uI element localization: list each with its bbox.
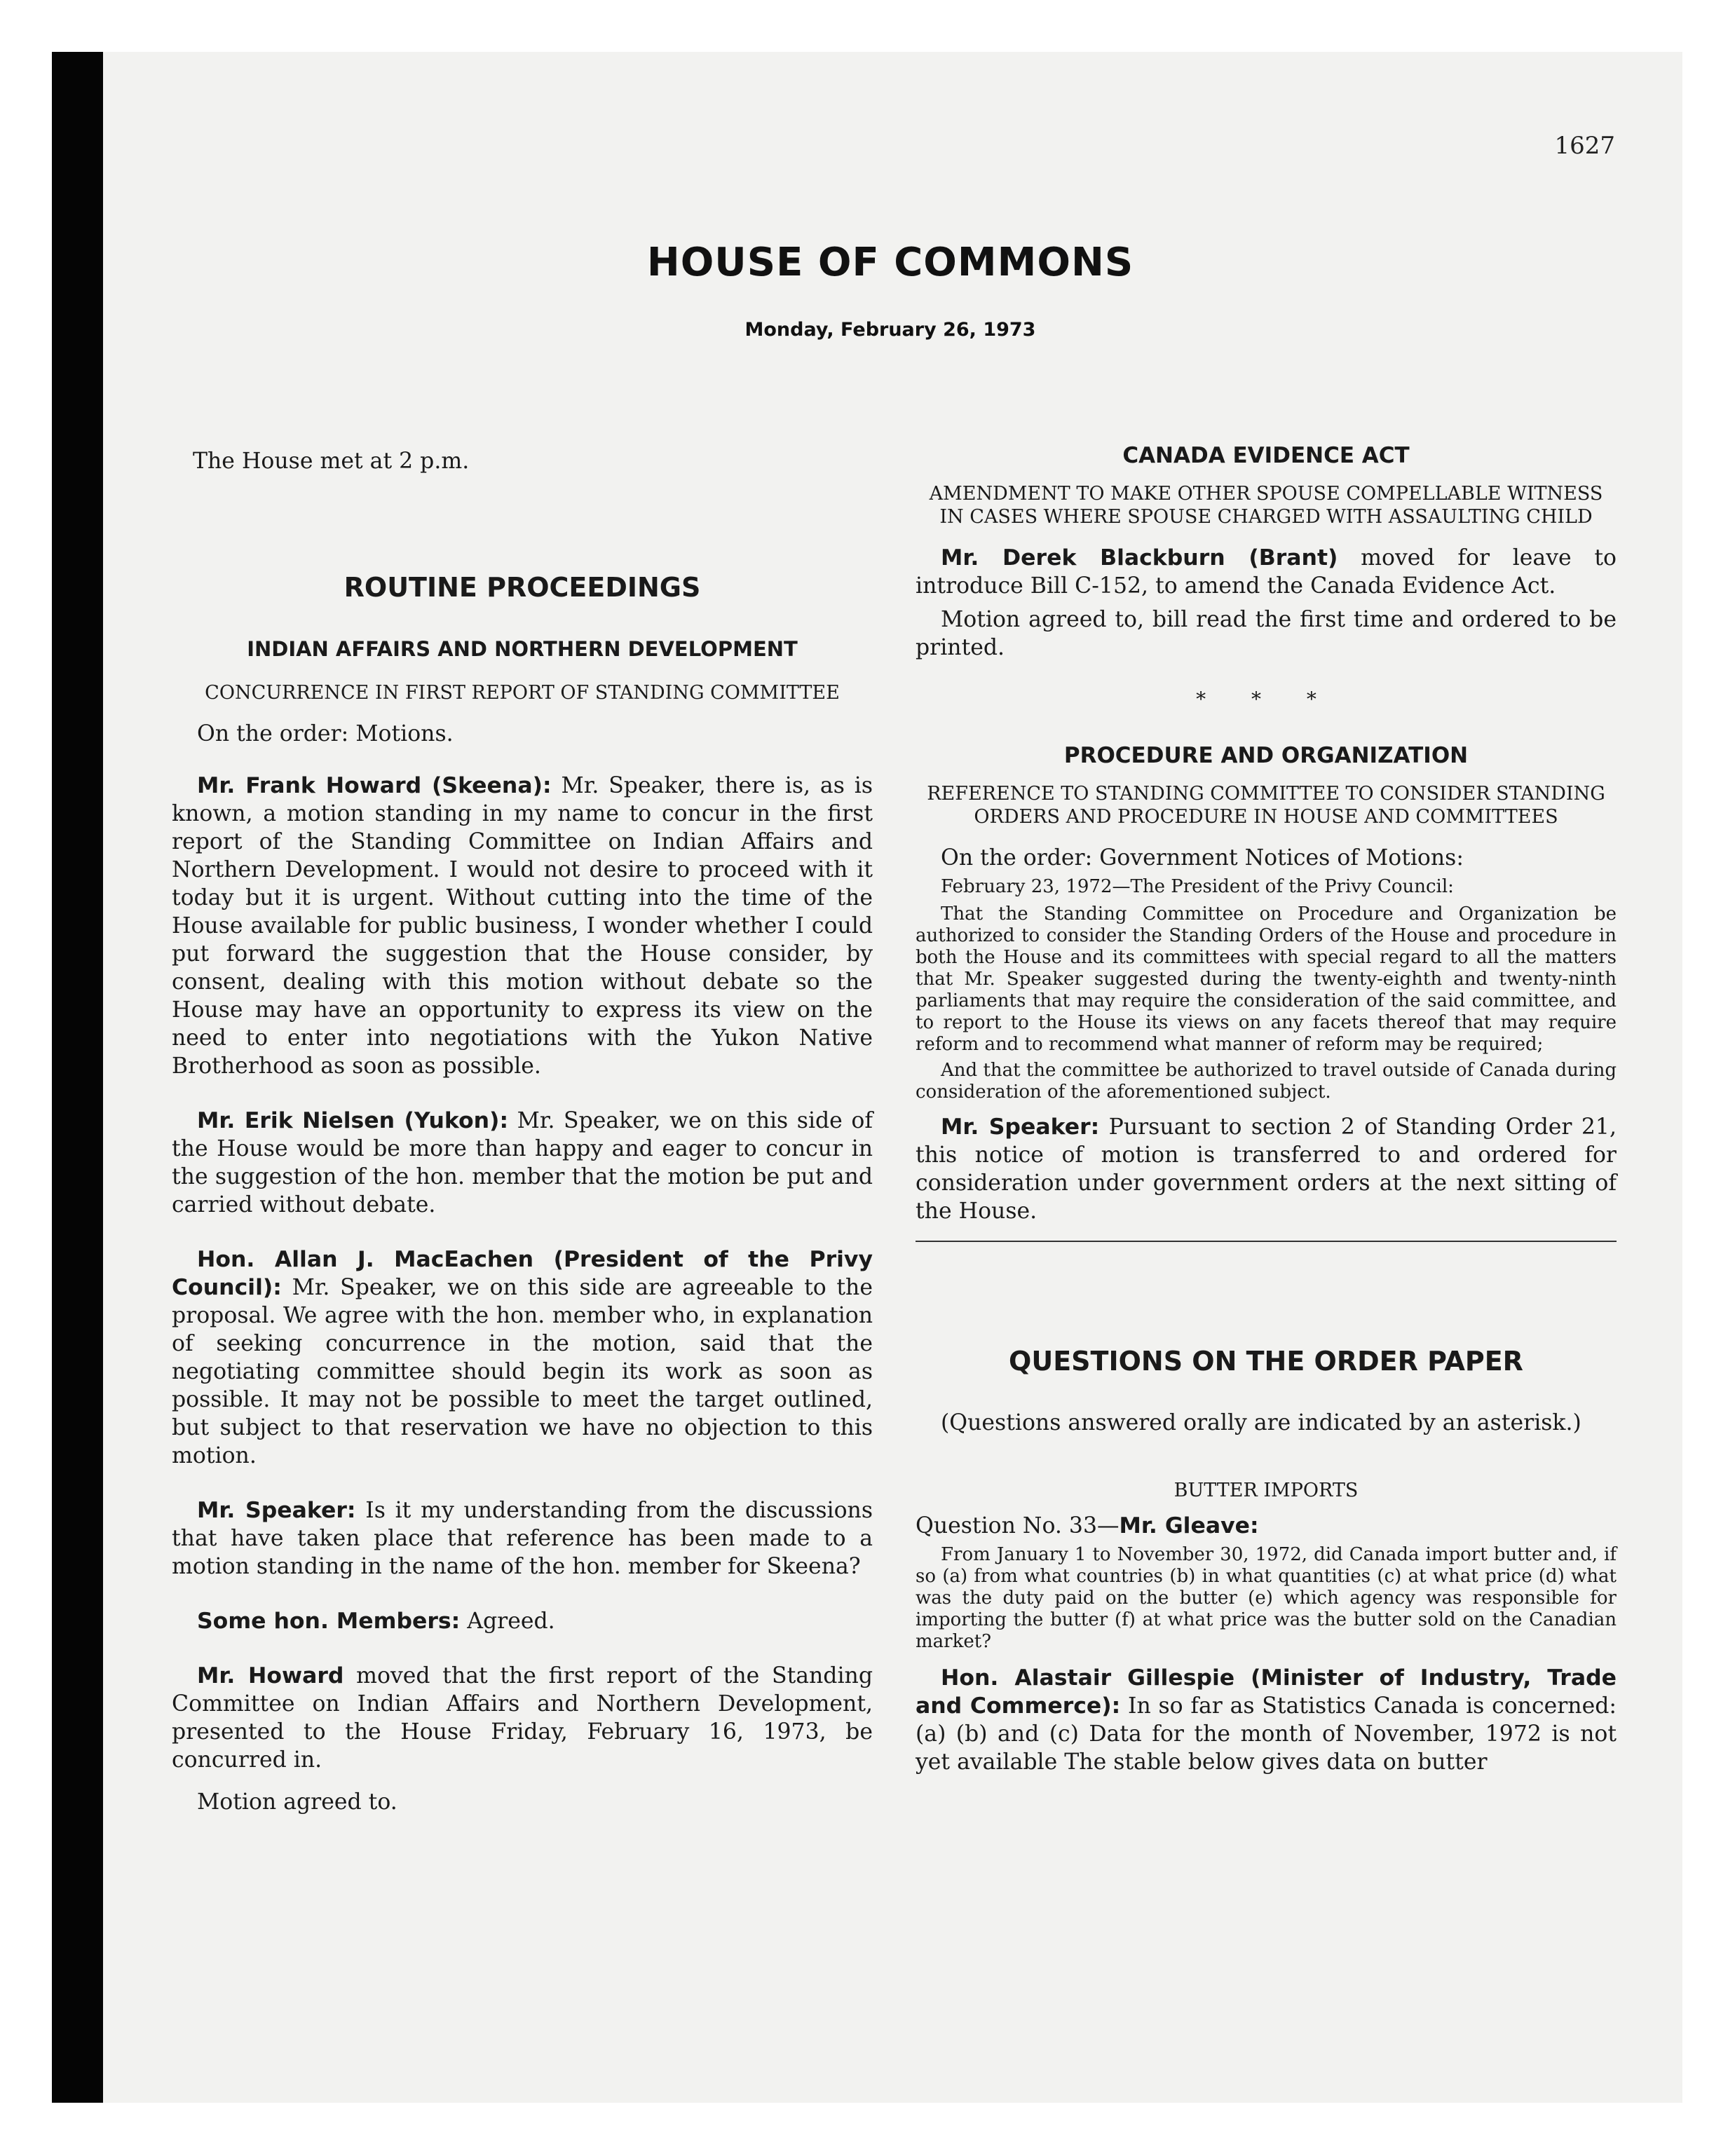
- speech-members: [172, 1607, 873, 1635]
- notice-text-2: And that the committee be authorized to travel outside of Canada during consideration of the aforementioned subject.: [916, 1060, 1617, 1103]
- speech-blackburn: [916, 544, 1617, 600]
- subheading-butter-imports: BUTTER IMPORTS: [1173, 1480, 1359, 1501]
- question-text: From January 1 to November 30, 1972, did Canada import butter and, if so (a) from what countries (b) in what quantities (c) at what price (d) what was the duty paid on the butter (e) which agency was responsible for importing the butter (f) at what price was the butter sold on the Canadian market?: [916, 1544, 1617, 1652]
- page-number: 1627: [1554, 132, 1615, 160]
- right-column: [916, 442, 1617, 1776]
- bill-motion-agreed: Motion agreed to, bill read the first time and ordered to be printed.: [916, 607, 1617, 660]
- speaker-name: Hon. Allan J. MacEachen (President of the Privy Council):: [172, 1247, 873, 1300]
- speech-text: Is it my understanding from the discussions that have taken place that reference has been made to a motion standing in the name of the hon. member for Skeena?: [172, 1498, 873, 1579]
- speech-text: moved for leave to introduce Bill C-152, to amend the Canada Evidence Act.: [916, 545, 1617, 599]
- speech-maceachen: [172, 1246, 873, 1470]
- speaker-name: Hon. Alastair Gillespie (Minister of Industry, Trade and Commerce):: [916, 1665, 1617, 1719]
- speaker-name: Mr. Erik Nielsen (Yukon):: [197, 1108, 509, 1133]
- speaker-name: Mr. Howard: [197, 1663, 344, 1688]
- question-member: Mr. Gleave:: [1119, 1513, 1259, 1538]
- section-heading-routine-proceedings: ROUTINE PROCEEDINGS: [343, 572, 701, 603]
- notice-text: That the Standing Committee on Procedure and Organization be authorized to consider the Standing Orders of the House and procedure in both the House and its committees with special regard to all the matters that Mr. Speaker suggested during the twenty-eighth and twenty-ninth parliaments that may require the consideration of the said committee, and to report to the House its views on any facets thereof that may require reform and to recommend what manner of reform may be required;: [916, 903, 1617, 1055]
- motion-agreed: Motion agreed to.: [197, 1789, 397, 1815]
- left-column: [172, 442, 873, 1816]
- section-heading-canada-evidence-act: CANADA EVIDENCE ACT: [1122, 443, 1410, 468]
- speaker-name: Mr. Speaker:: [941, 1114, 1100, 1140]
- speech-text: Agreed.: [460, 1609, 555, 1634]
- speaker-name: Mr. Derek Blackburn (Brant): [941, 545, 1338, 571]
- speech-speaker-ruling: [916, 1113, 1617, 1225]
- subsection-subheading-concurrence: CONCURRENCE IN FIRST REPORT OF STANDING COMMITTEE: [205, 682, 840, 704]
- order-line: On the order: Motions.: [197, 721, 454, 746]
- section-heading-procedure: PROCEDURE AND ORGANIZATION: [1063, 743, 1469, 768]
- horizontal-rule: [916, 1241, 1617, 1242]
- subsection-heading-indian-affairs: INDIAN AFFAIRS AND NORTHERN DEVELOPMENT: [247, 637, 798, 661]
- question-number: Question No. 33—: [916, 1513, 1120, 1538]
- sitting-date: Monday, February 26, 1973: [744, 319, 1036, 341]
- speech-speaker: [172, 1496, 873, 1581]
- motion-howard: [172, 1662, 873, 1774]
- speech-text: Mr. Speaker, there is, as is known, a motion standing in my name to concur in the first report of the Standing Committee on Indian Affairs and Northern Development. I would not desire to proceed with it today but it is urgent. Without cutting into the time of the House available for public business, I wonder whether I could put forward the suggestion that the House consider, by consent, dealing with this motion without debate so the House may have an opportunity to express its view on the need to enter into negotiations with the Yukon Native Brotherhood as soon as possible.: [172, 773, 873, 1079]
- speech-nielsen: [172, 1107, 873, 1219]
- speech-text: Pursuant to section 2 of Standing Order 21, this notice of motion is transferred to and ordered for consideration under government orders at the next sitting of the House.: [916, 1114, 1617, 1224]
- notice-date: February 23, 1972—The President of the Privy Council:: [941, 876, 1454, 897]
- speech-text: In so far as Statistics Canada is concerned: (a) (b) and (c) Data for the month of November, 1972 is not yet available The stable below gives data on butter: [916, 1693, 1617, 1775]
- speaker-name: Mr. Frank Howard (Skeena):: [197, 773, 552, 798]
- speaker-name: Mr. Speaker:: [197, 1498, 356, 1523]
- subheading-reference: REFERENCE TO STANDING COMMITTEE TO CONSIDER STANDING ORDERS AND PROCEDURE IN HOUSE AND COMMITTEES: [927, 783, 1605, 828]
- section-separator: * * *: [1196, 688, 1336, 711]
- question-line: [916, 1512, 1617, 1540]
- order-line: On the order: Government Notices of Motions:: [941, 845, 1464, 871]
- speech-text: Mr. Speaker, we on this side are agreeable to the proposal. We agree with the hon. member who, in explanation of seeking concurrence in the motion, said that the negotiating committee should begin its work as soon as possible. It may not be possible to meet the target outlined, but subject to that reservation we have no objection to this motion.: [172, 1275, 873, 1468]
- page-title: HOUSE OF COMMONS: [646, 240, 1134, 285]
- speech-howard: [172, 772, 873, 1080]
- answer-gillespie: [916, 1664, 1617, 1776]
- questions-note: (Questions answered orally are indicated by an asterisk.): [941, 1410, 1581, 1435]
- speech-text: Mr. Speaker, we on this side of the House would be more than happy and eager to concur in the suggestion of the hon. member that the motion be put and carried without debate.: [172, 1108, 873, 1217]
- speaker-name: Some hon. Members:: [197, 1609, 461, 1634]
- opening-line: The House met at 2 p.m.: [193, 449, 470, 474]
- section-heading-questions: QUESTIONS ON THE ORDER PAPER: [1009, 1346, 1523, 1377]
- speech-text: moved that the first report of the Standing Committee on Indian Affairs and Northern Development, presented to the House Friday, February 16, 1973, be concurred in.: [172, 1663, 873, 1773]
- subheading-amendment: AMENDMENT TO MAKE OTHER SPOUSE COMPELLABLE WITNESS IN CASES WHERE SPOUSE CHARGED WITH ASSAULTING CHILD: [929, 483, 1603, 528]
